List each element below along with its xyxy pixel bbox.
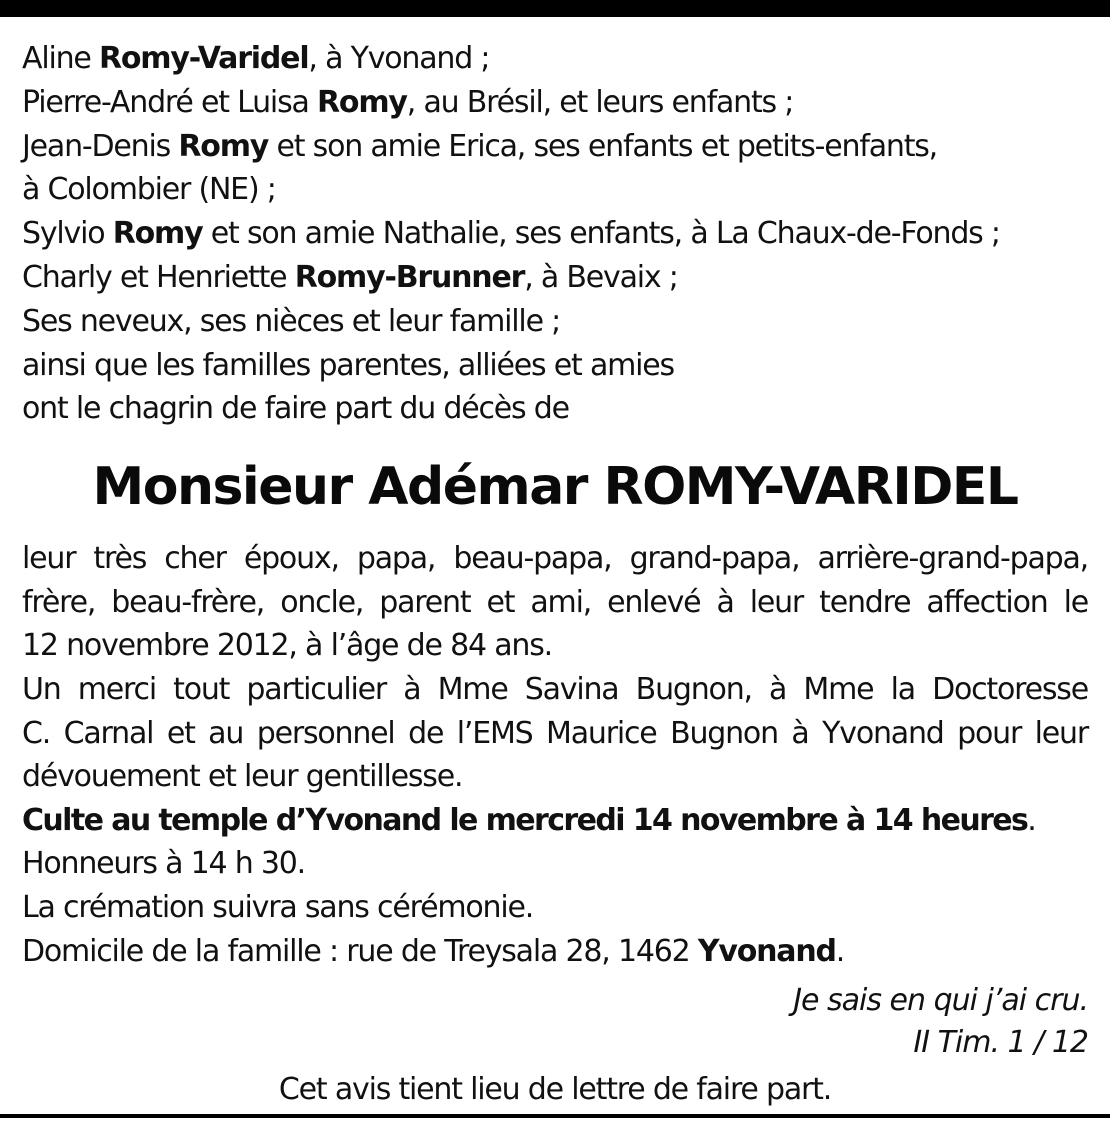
- family-line-text: , au Brésil, et leurs enfants ;: [406, 84, 794, 120]
- honours-line: Honneurs à 14 h 30.: [22, 846, 306, 882]
- thanks-paragraph: [22, 668, 1088, 799]
- domicile-line: [22, 930, 1088, 974]
- family-line-text: Charly et Henriette: [22, 259, 295, 295]
- family-surname: Romy: [112, 216, 203, 252]
- ceremony-announcement: [22, 799, 1088, 843]
- family-line-text: , à Yvonand ;: [308, 41, 490, 76]
- family-line: [22, 300, 1088, 344]
- tribute-line: 12 novembre 2012, à l’âge de 84 ans.: [22, 628, 552, 664]
- family-surname: Romy: [178, 128, 269, 164]
- family-line: [22, 37, 1088, 81]
- family-line-text: , à Bevaix ;: [524, 259, 678, 295]
- tribute-line: frère, beau-frère, oncle, parent et ami, enlevé à leur tendre affection le: [22, 584, 1088, 620]
- obituary-notice: [22, 37, 1088, 1111]
- bottom-border-rule: [0, 1114, 1110, 1118]
- family-line: [22, 387, 1088, 431]
- family-line-text: à Colombier (NE) ;: [22, 172, 276, 208]
- family-line-text: Pierre-André et Luisa: [22, 84, 318, 120]
- family-line: [22, 212, 1088, 256]
- family-line-text: Ses neveux, ses nièces et leur famille ;: [22, 303, 561, 339]
- deceased-name-heading: Monsieur Adémar ROMY-VARIDEL: [92, 457, 1018, 518]
- family-line-text: Aline: [22, 41, 99, 76]
- family-surname: Romy-Varidel: [99, 41, 309, 76]
- tribute-line: leur très cher époux, papa, beau-papa, grand-papa, arrière-grand-papa,: [22, 541, 1088, 577]
- ceremony-period: .: [1027, 802, 1036, 838]
- notice-statement: Cet avis tient lieu de lettre de faire part.: [278, 1071, 832, 1107]
- family-line-text: Sylvio: [22, 216, 113, 252]
- domicile-town: Yvonand: [697, 933, 836, 969]
- tribute-paragraph: [22, 537, 1088, 668]
- top-border-rule: [0, 0, 1110, 17]
- family-line-text: et son amie Erica, ses enfants et petits-enfants,: [268, 128, 938, 164]
- family-line: [22, 344, 1088, 388]
- cremation-line: La crémation suivra sans cérémonie.: [22, 890, 534, 926]
- bible-verse: [22, 980, 1088, 1064]
- ceremony-text: Culte au temple d’Yvonand le mercredi 14 novembre à 14 heures: [22, 802, 1028, 838]
- domicile-period: .: [835, 933, 845, 969]
- family-line: [22, 125, 1088, 169]
- thanks-line: C. Carnal et au personnel de l’EMS Maurice Bugnon à Yvonand pour leur: [22, 715, 1088, 751]
- family-line: [22, 256, 1088, 300]
- verse-reference: II Tim. 1 / 12: [913, 1024, 1088, 1060]
- family-line-text: et son amie Nathalie, ses enfants, à La Chaux-de-Fonds ;: [202, 216, 1000, 252]
- family-surname: Romy: [317, 84, 407, 120]
- family-list: [22, 37, 1088, 431]
- thanks-line: dévouement et leur gentillesse.: [22, 759, 463, 795]
- family-line: [22, 168, 1088, 212]
- family-line: [22, 81, 1088, 125]
- family-line-text: ont le chagrin de faire part du décès de: [22, 391, 569, 427]
- family-surname: Romy-Brunner: [294, 259, 525, 295]
- verse-quote: Je sais en qui j’ai cru.: [793, 982, 1088, 1018]
- thanks-line: Un merci tout particulier à Mme Savina Bugnon, à Mme la Doctoresse: [22, 671, 1088, 707]
- family-line-text: ainsi que les familles parentes, alliées et amies: [22, 347, 674, 383]
- family-line-text: Jean-Denis: [22, 128, 179, 164]
- domicile-address: Domicile de la famille : rue de Treysala 28, 1462: [22, 933, 698, 969]
